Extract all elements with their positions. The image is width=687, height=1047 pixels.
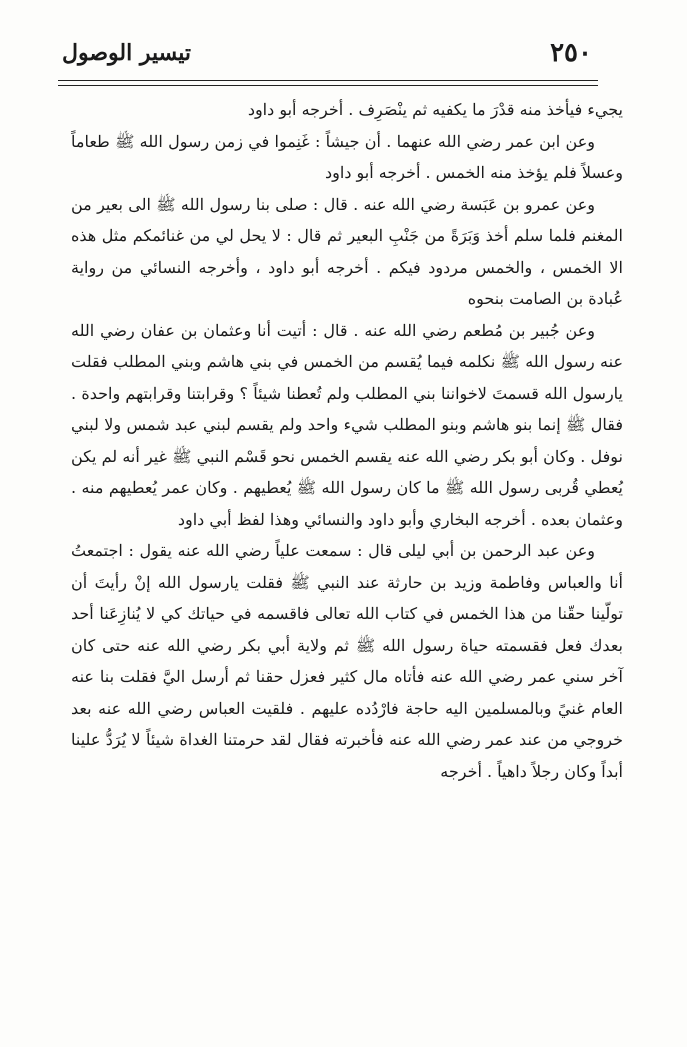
paragraph-ibn-umar: وعن ابن عمر رضي الله عنهما . أن جيشاً : غَنِموا في زمن رسول الله ﷺ طعاماً وعسلاً فلم يؤخذ منه الخمس . أخرجه أبو داود (71, 131, 623, 182)
page-number: ٢٥٠ (550, 38, 592, 68)
header-rule-top (58, 80, 598, 81)
paragraph-amr-ibn-abasa: وعن عمرو بن عَبَسة رضي الله عنه . قال : صلى بنا رسول الله ﷺ الى بعير من المغنم فلما سلم أخذ وَبَرَةً من جَنْبِ البعير ثم قال : لا يحل لي من غنائمكم مثل هذه الا الخمس ، والخمس مردود فيكم . أخرجه أبو داود ، وأخرجه النسائي من رواية عُبادة بن الصامت بنحوه (71, 194, 623, 308)
page-body (71, 94, 623, 787)
paragraph-continuation: يجيء فيأخذ منه قدْرَ ما يكفيه ثم ينْصَرِف . أخرجه أبو داود (247, 100, 623, 119)
page-header (62, 38, 592, 78)
header-rule-bottom (58, 85, 598, 86)
paragraph-abd-al-rahman-ibn-abi-layla: وعن عبد الرحمن بن أبي ليلى قال : سمعت علياً رضي الله عنه يقول : اجتمعتُ أنا والعباس وفاطمة وزيد بن حارثة عند النبي ﷺ فقلت يارسول الله إنْ رأيتَ أن تولّينا حقّنا من هذا الخمس في كتاب الله تعالى فاقسمه في حياتك كي لا يُنازِعَنا أحد بعدك فعل فقسمته حياة رسول الله ﷺ ثم ولاية أبي بكر رضي الله عنه حتى كان آخر سني عمر رضي الله عنه فأتاه مال كثير فعزل حقنا ثم أرسل اليَّ فقلت بنا عنه العام غنيً وبالمسلمين اليه حاجة فارْدُده عليهم . فلقيت العباس رضي الله عنه بعد خروجي من عند عمر رضي الله عنه فأخبرته فقال لقد حرمتنا الغداة شيئاً لا يُرَدُّ علينا أبداً وكان رجلاً داهياً . أخرجه (71, 541, 624, 781)
running-title: تيسير الوصول (62, 40, 192, 66)
paragraph-jubayr-ibn-mutim: وعن جُبير بن مُطعم رضي الله عنه . قال : أتيت أنا وعثمان بن عفان رضي الله عنه رسول الله ﷺ نكلمه فيما يُقسم من الخمس في بني هاشم وبني المطلب فقلت يارسول الله قسمتَ لاخواننا بني المطلب ولم تُعطنا شيئاً ؟ وقرابتنا وقرابتهم واحدة . فقال ﷺ إنما بنو هاشم وبنو المطلب شيء واحد ولم يقسم لبني عبد شمس ولا لبني نوفل . وكان أبو بكر رضي الله عنه يقسم الخمس نحو قَسْم النبي ﷺ غير أنه لم يكن يُعطي قُربى رسول الله ﷺ ما كان رسول الله ﷺ يُعطيهم . وكان عمر يُعطيهم منه . وعثمان بعده . أخرجه البخاري وأبو داود والنسائي وهذا لفظ أبي داود (71, 320, 624, 529)
